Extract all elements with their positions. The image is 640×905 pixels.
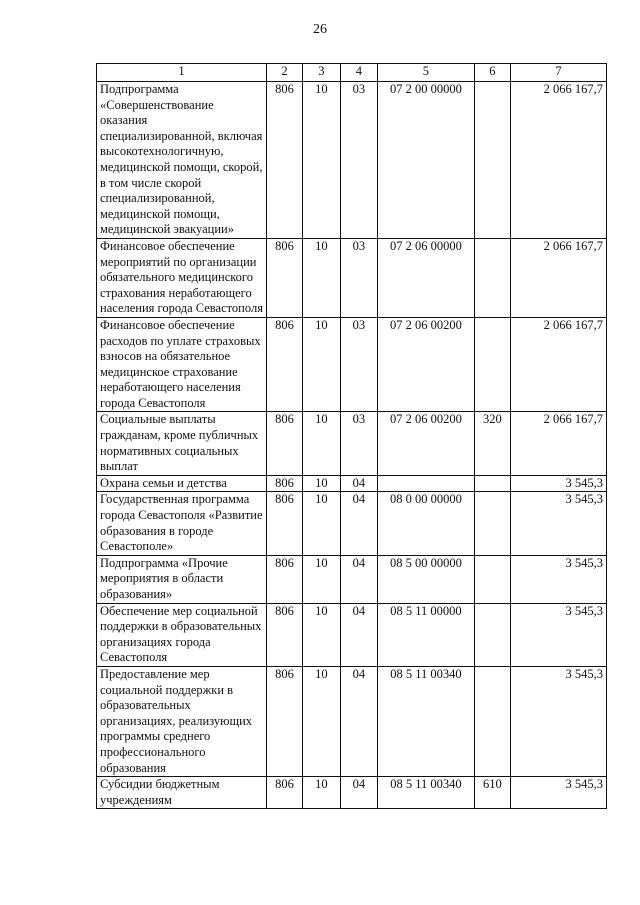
subsection-code: 03 (340, 412, 377, 475)
amount: 3 545,3 (510, 555, 606, 603)
table-row (97, 238, 607, 317)
column-header: 7 (510, 64, 606, 82)
amount: 3 545,3 (510, 475, 606, 492)
expense-name: Предоставление мер социальной поддержки в образовательных организациях, реализующих программы среднего профессионального образования (97, 666, 267, 776)
target-article-code: 07 2 00 00000 (377, 82, 474, 239)
target-article-code: 07 2 06 00200 (377, 317, 474, 412)
section-code: 10 (302, 475, 340, 492)
expense-type-code (474, 238, 510, 317)
section-code: 10 (302, 555, 340, 603)
expense-name: Государственная программа города Севастополя «Развитие образования в городе Севастополе» (97, 492, 267, 555)
column-header: 4 (340, 64, 377, 82)
column-header: 5 (377, 64, 474, 82)
table-row (97, 475, 607, 492)
ministry-code: 806 (267, 82, 303, 239)
section-code: 10 (302, 317, 340, 412)
target-article-code: 08 5 11 00340 (377, 777, 474, 809)
expense-type-code: 320 (474, 412, 510, 475)
ministry-code: 806 (267, 475, 303, 492)
expense-name: Финансовое обеспечение мероприятий по организации обязательного медицинского страхования неработающего населения города Севастополя (97, 238, 267, 317)
ministry-code: 806 (267, 603, 303, 666)
expense-type-code (474, 317, 510, 412)
section-code: 10 (302, 603, 340, 666)
expense-type-code (474, 82, 510, 239)
target-article-code: 08 5 00 00000 (377, 555, 474, 603)
table-row (97, 492, 607, 555)
amount: 2 066 167,7 (510, 82, 606, 239)
table-header-row (97, 64, 607, 82)
subsection-code: 04 (340, 555, 377, 603)
table-row (97, 777, 607, 809)
amount: 3 545,3 (510, 492, 606, 555)
expense-type-code (474, 603, 510, 666)
table-row (97, 317, 607, 412)
subsection-code: 04 (340, 492, 377, 555)
expense-name: Обеспечение мер социальной поддержки в образовательных организациях города Севастополя (97, 603, 267, 666)
target-article-code: 08 5 11 00340 (377, 666, 474, 776)
subsection-code: 04 (340, 603, 377, 666)
target-article-code (377, 475, 474, 492)
ministry-code: 806 (267, 317, 303, 412)
subsection-code: 03 (340, 238, 377, 317)
expense-name: Субсидии бюджетным учреждениям (97, 777, 267, 809)
section-code: 10 (302, 238, 340, 317)
expense-type-code (474, 492, 510, 555)
expense-name: Охрана семьи и детства (97, 475, 267, 492)
section-code: 10 (302, 666, 340, 776)
table-row (97, 555, 607, 603)
expense-type-code (474, 666, 510, 776)
section-code: 10 (302, 492, 340, 555)
expense-name: Финансовое обеспечение расходов по уплате страховых взносов на обязательное медицинское страхование неработающего населения города Севастополя (97, 317, 267, 412)
budget-table (96, 63, 607, 809)
expense-type-code (474, 555, 510, 603)
ministry-code: 806 (267, 666, 303, 776)
target-article-code: 07 2 06 00200 (377, 412, 474, 475)
amount: 3 545,3 (510, 777, 606, 809)
ministry-code: 806 (267, 412, 303, 475)
target-article-code: 08 0 00 00000 (377, 492, 474, 555)
subsection-code: 04 (340, 777, 377, 809)
amount: 2 066 167,7 (510, 412, 606, 475)
table-row (97, 412, 607, 475)
target-article-code: 08 5 11 00000 (377, 603, 474, 666)
subsection-code: 04 (340, 666, 377, 776)
amount: 2 066 167,7 (510, 238, 606, 317)
expense-name: Подпрограмма «Совершенствование оказания специализированной, включая высокотехнологичную, медицинской помощи, скорой, в том числе скорой специализированной, медицинской помощи, медицинской эвакуации» (97, 82, 267, 239)
expense-type-code: 610 (474, 777, 510, 809)
table-row (97, 82, 607, 239)
section-code: 10 (302, 777, 340, 809)
column-header: 2 (267, 64, 303, 82)
column-header: 3 (302, 64, 340, 82)
page-number: 26 (313, 22, 327, 37)
section-code: 10 (302, 82, 340, 239)
subsection-code: 03 (340, 317, 377, 412)
ministry-code: 806 (267, 777, 303, 809)
column-header: 6 (474, 64, 510, 82)
amount: 3 545,3 (510, 666, 606, 776)
section-code: 10 (302, 412, 340, 475)
ministry-code: 806 (267, 555, 303, 603)
amount: 2 066 167,7 (510, 317, 606, 412)
expense-type-code (474, 475, 510, 492)
ministry-code: 806 (267, 238, 303, 317)
target-article-code: 07 2 06 00000 (377, 238, 474, 317)
table-row (97, 666, 607, 776)
table-row (97, 603, 607, 666)
subsection-code: 03 (340, 82, 377, 239)
subsection-code: 04 (340, 475, 377, 492)
ministry-code: 806 (267, 492, 303, 555)
expense-name: Социальные выплаты гражданам, кроме публичных нормативных социальных выплат (97, 412, 267, 475)
amount: 3 545,3 (510, 603, 606, 666)
expense-name: Подпрограмма «Прочие мероприятия в области образования» (97, 555, 267, 603)
column-header: 1 (97, 64, 267, 82)
